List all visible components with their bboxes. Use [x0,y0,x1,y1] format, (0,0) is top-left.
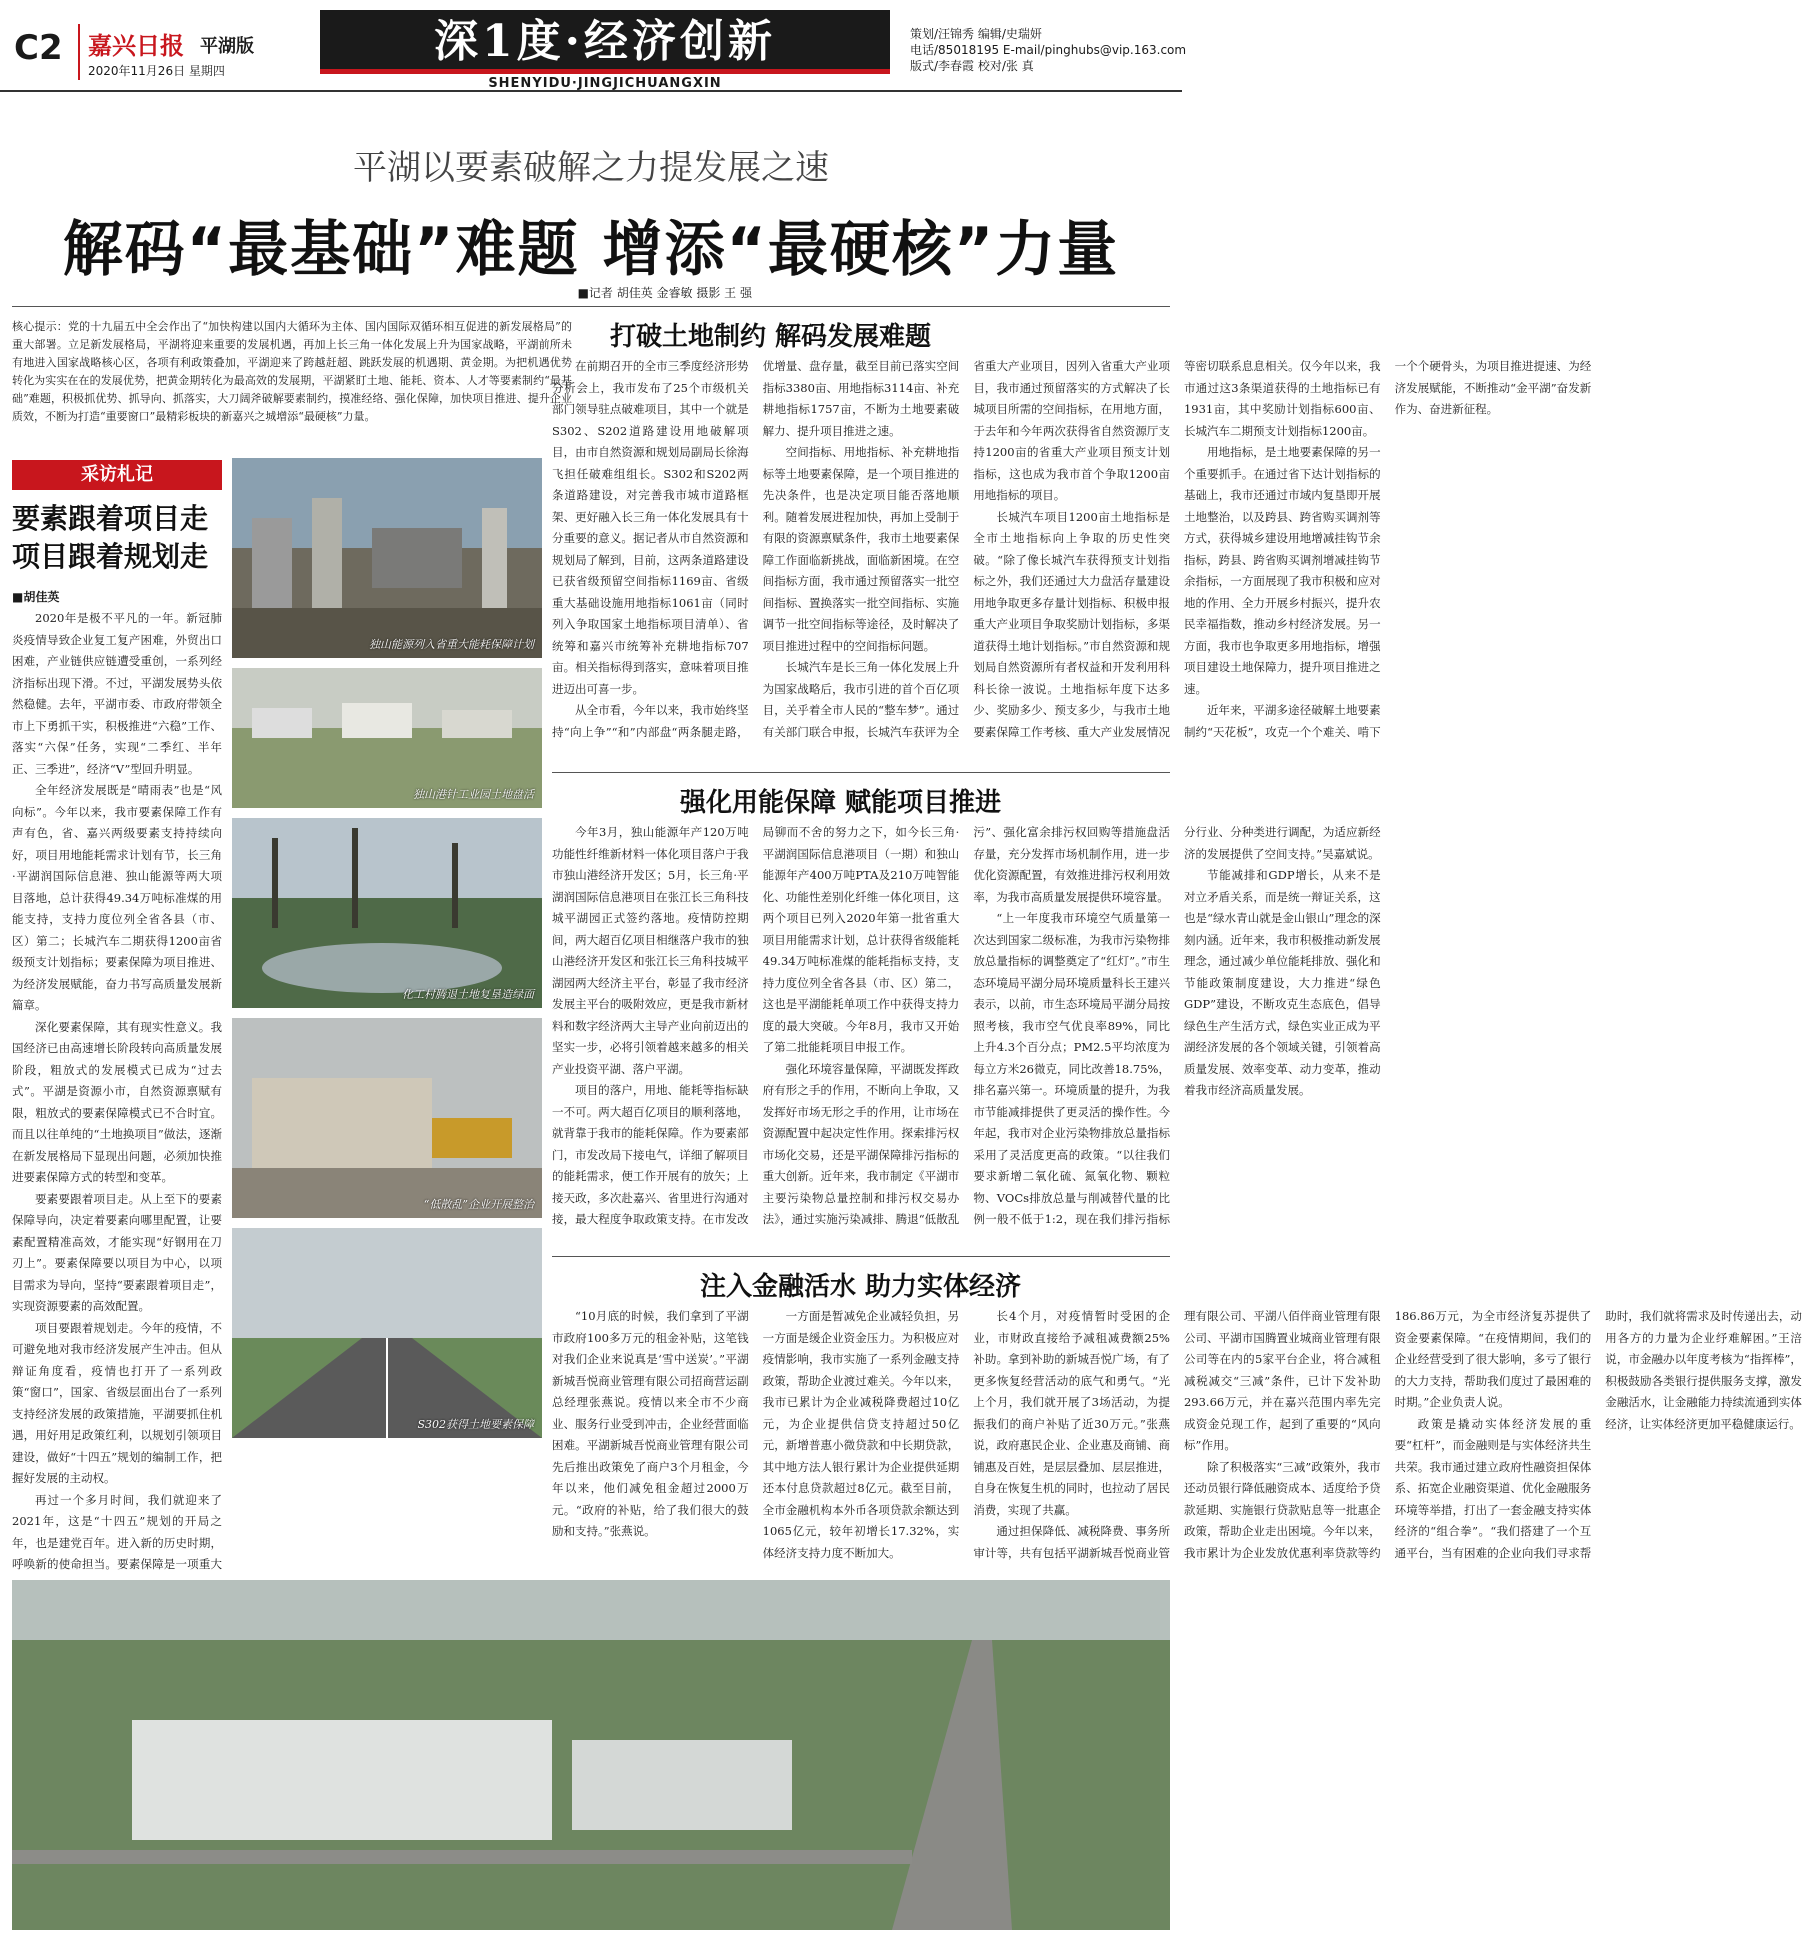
photo-caption: 化工村腾退土地复垦造绿面 [402,988,534,1001]
photo-village [232,668,542,808]
paragraph: 一方面是暂减免企业减轻负担，另一方面是缓企业资金压力。为积极应对疫情影响，我市实施了一系列金融支持政策，帮助企业渡过难关。今年以来，我市已累计为企业减税降费超过10亿元，为企业提供信贷支持超过50亿元，新增普惠小微贷款和中长期贷款，其中地方法人银行累计为企业提供延期还本付息贷款超过8亿元。截至目前，全市金融机构本外币各项贷款余额达到1065亿元，较年初增长17.32%，实体经济支持力度不断加大。 [762,1309,960,1560]
paragraph: 政策是撬动实体经济发展的重要“杠杆”，而金融则是与实体经济共生共荣。我市通过建立政府性融资担保体系、拓宽企业融资渠道、优化金融服务环境等举措，打出了一套金融支持实体经济的“组合拳”。“我们搭建了一个互通平台，当有困难的企业向我们寻求帮助时，我们就将需求及时传递出去，动用各方的力量为企业纾难解困。”王涪说，市金融办以年度考核为“指挥棒”，积极鼓励各类银行提供服务支撑，激发金融活水，让金融能力持续流通到实体经济，让实体经济更加平稳健康运行。 [1394,1309,1802,1560]
photo-aerial-industrial-park [12,1580,1170,1930]
photo-caption: 独山能源列入省重大能耗保障计划 [369,638,534,651]
paragraph: 从全市看，今年以来，我市始终坚持“向上争”“和”内部盘“两条腿走路，优增量、盘存量，截至目前已落实空间指标3380亩、用地指标3114亩、补充耕地指标1757亩，不断为土地要素破解力、提升项目推进之速。 [552,359,960,739]
headline: 解码“最基础”难题 增添“最硬核”力量 [62,215,1120,285]
credit-line: 版式/李春霞 校对/张 真 [910,59,1034,73]
masthead-divider [78,24,80,80]
photo-pond [232,818,542,1008]
section-body [552,356,1592,756]
section-banner [320,10,890,74]
paragraph: 要素要跟着项目走。从上至下的要素保障导向，决定着要素向哪里配置，让要素配置精准高效，才能实现“好钢用在刀刃上”。要素保障要以项目为中心，以项目需求为导向，坚持“要素跟着项目走”，实现资源要素的高效配置。 [12,1191,222,1313]
paragraph: “上一年度我市环境空气质量第一次达到国家二级标准，为我市污染物排放总量指标的调整奠定了“红灯”。”市生态环境局平湖分局环境质量科长王建兴表示，以前，市生态环境局平湖分局按照考核，我市空气优良率89%，同比上升4.3个百分点；PM2.5平均浓度为每立方米26微克，同比改善18.75%，排名嘉兴第一。环境质量的提升，为我市节能减排提供了更灵活的操作性。今年起，我市对企业污染物排放总量指标采用了灵活度更高的政策。“以往我们要求新增二氧化硫、氮氧化物、颗粒物、VOCs排放总量与削减替代量的比例一般不低于1:2，现在我们排污指标分行业、分种类进行调配，为适应新经济的发展提供了空间支持。”吴嘉斌说。 [973,825,1381,1226]
column-author: ■胡佳英 [12,590,60,604]
paragraph: 长4个月，对疫情暂时受困的企业，市财政直接给予减租减费额25%补助。拿到补助的新城吾悦广场，有了更多恢复经营活动的底气和勇气。“光上个月，我们就开展了3场活动，为提振我们的商户补贴了近30万元。”张燕说，政府惠民企业、企业惠及商铺、商铺惠及百姓，是层层叠加、层层推进，自身在恢复生机的同时，也拉动了居民消费，实现了共赢。 [973,1309,1170,1517]
photo-caption: “低散乱”企业开展整治 [423,1198,534,1211]
column-tag: 采访札记 [12,460,222,490]
core-summary: 核心提示：党的十九届五中全会作出了“加快构建以国内大循环为主体、国内国际双循环相互促进的新发展格局”的重大部署。立足新发展格局，平湖将迎来重要的发展机遇，再加上长三角一体化发展上升为国家战略，平湖前所未有地进入国家战略核心区，各项有利政策叠加，平湖迎来了跨越赶超、跳跃发展的机遇期、黄金期。为把机遇优势转化为实实在在的发展优势，把黄金期转化为最高效的发展期，平湖紧盯土地、能耗、资本、人才等要素制约“最基础”难题，积极抓优势、抓导向、抓落实，大刀阔斧破解要素制约，摸准经络、强化保障，加快项目推进、提升企业质效，不断为打造“重要窗口”最精彩板块的新嘉兴之城增添“最硬核”力量。 [12,320,572,423]
paper-logo: 嘉兴日报 [88,31,184,60]
credits [910,26,1187,74]
paragraph: 节能减排和GDP增长，从来不是对立矛盾关系，而是统一辩证关系，这也是“绿水青山就是金山银山”理念的深刻内涵。近年来，我市积极推动新发展理念，通过减少单位能耗排放、强化和节能政策制度建设，大力推进“绿色GDP”建设，不断攻克生态底色，倡导绿色生产生活方式，绿色实业正成为平湖经济发展的各个领域关键，引领着高质量发展、效率变革、动力变革，推动着我市经济高质量发展。 [1183,868,1381,1097]
paragraph: 除了积极落实“三减”政策外，我市还动员银行降低融资成本、适度给予贷款延期、实施银行贷款贴息等一批惠企政策，帮助企业走出困境。今年以来，我市累计为企业发放优惠利率贷款等约186.86万元，为全市经济复苏提供了资金要素保障。“在疫情期间，我们的企业经营受到了很大影响，多亏了银行的大力支持，帮助我们度过了最困难的时期。”企业负责人说。 [1183,1309,1592,1560]
byline: ■记者 胡佳英 金睿敏 摄影 王 强 [577,286,752,300]
divider [552,772,1170,773]
section-title: 注入金融活水 助力实体经济 [700,1272,1022,1302]
section-body [552,822,1381,1242]
photo-factory [232,458,542,658]
section-banner-title: 深1度·经济创新 [434,16,776,67]
paragraph: 项目的落户，用地、能耗等指标缺一不可。两大超百亿项目的顺利落地，就背靠于我市的能耗保障。作为要素部门，市发改局下接电气，详细了解项目的能耗需求，便工作开展有的放矢；上接天政，多次赴嘉兴、省里进行沟通对接，最大程度争取政策支持。在市发改局铆而不舍的努力之下，如今长三角·平湖润国际信息港项目（一期）和独山能源年产400万吨PTA及210万吨智能化、功能性差别化纤维一体化项目，这两个项目已列入2020年第一批省重大项目用能需求计划，总计获得省级能耗49.34万吨标准煤的能耗指标支持，支持力度位列全省各县（市、区）第二，这也是平湖能耗单项工作中获得支持力度的最大突破。今年8月，我市又开始了第二批能耗项目申报工作。 [552,825,960,1226]
masthead [0,0,1187,92]
column-title: 要素跟着项目走 项目跟着规划走 [12,502,209,573]
paragraph: 通过担保降低、减税降费、事务所审计等，共有包括平湖新城吾悦商业管理有限公司、平湖八佰伴商业管理有限公司、平湖市国腾置业城商业管理有限公司等在内的5家平台企业，将合减租减税减交“三减”条件，已计下发补助293.66万元，并在嘉兴范围内率先完成资金兑现工作，起到了重要的“风向标”作用。 [973,1309,1381,1560]
section-title: 强化用能保障 赋能项目推进 [680,788,1002,818]
paragraph: 深化要素保障，其有现实性意义。我国经济已由高速增长阶段转向高质量发展阶段，粗放式的发展模式已成为“过去式”。平湖是资源小市，自然资源禀赋有限，粗放式的要素保障模式已不合时宜。而且以往单纯的“土地换项目”做法，逐渐在新发展格局下显现出问题，必须加快推进要素保障方式的转型和变革。 [12,1019,222,1184]
paragraph: “10月底的时候，我们拿到了平湖市政府100多万元的租金补贴，这笔钱对我们企业来说真是‘雪中送炭’。”平湖新城吾悦商业管理有限公司招商营运副总经理张燕说。疫情以来全市不少商业、服务行业受到冲击，企业经营面临困难。平湖新城吾悦商业管理有限公司先后推出政策免了商户3个月租金，今年以来，他们减免租金超过2000万元。“政府的补贴，给了我们很大的鼓励和支持。”张燕说。 [552,1309,749,1538]
issue-date: 2020年11月26日 星期四 [88,64,225,78]
paragraph: 2020年是极不平凡的一年。新冠肺炎疫情导致企业复工复产困难，外贸出口困难，产业链供应链遭受重创，一系列经济指标出现下滑。不过，平湖发展势头依然稳健。去年，平湖市委、市政府带领全市上下勇抓干实，积极推进“六稳”工作、落实“六保”任务，实现“二季红、半年正、三季进”，经济“V”型回升明显。 [12,611,222,776]
photo-road [232,1228,542,1438]
paragraph: 全年经济发展既是“晴雨表”也是“风向标”。今年以来，我市要素保障工作有声有色，省、嘉兴两级要素支持持续向好，项目用地能耗需求计划有节，长三角·平湖润国际信息港、独山能源等两大项目落地，总计获得49.34万吨标准煤的用能支持，支持力度位列全省各县（市、区）第二；长城汽车二期获得1200亩省级预支计划指标；要素保障为项目推进、为经济发展赋能，奋力书写高质量发展新篇章。 [12,783,222,1012]
edition-name: 平湖版 [200,36,254,57]
paragraph: 今年3月，独山能源年产120万吨功能性纤维新材料一体化项目落户于我市独山港经济开发区；5月，长三角·平湖润国际信息港项目在张江长三角科技城平湖园正式签约落地。疫情防控期间，两大超百亿项目相继落户我市的独山港经济开发区和张江长三角科技城平湖园两大经济主平台，彰显了我市经济发展主平台的吸附效应，更是我市新材料和数字经济两大主导产业向前迈出的坚实一步，必将引领着越来越多的相关产业投资平湖、落户平湖。 [552,825,749,1076]
credit-line: 电话/85018195 E-mail/pinghubs@vip.163.com [910,43,1187,57]
credit-line: 策划/汪锦秀 编辑/史瑞妍 [910,27,1042,41]
section-title: 打破土地制约 解码发展难题 [610,322,932,352]
paragraph: 近年来，平湖多途径破解土地要素制约“天花板”，攻克一个个难关、啃下一个个硬骨头，为项目推进提速、为经济发展赋能，不断推动“金平湖”奋发新作为、奋进新征程。 [1183,359,1592,739]
paragraph: 在前期召开的全市三季度经济形势分析会上，我市发布了25个市级机关部门领导驻点破难项目，其中一个就是S302、S202道路建设用地破解项目，由市自然资源和规划局副局长徐海飞担任破难组组长。S302和S202两条道路建设，对完善我市城市道路框架、更好融入长三角一体化发展具有十分重要的意义。据记者从市自然资源和规划局了解到，目前，这两条道路建设已获省级预留空间指标1169亩、省级重大基础设施用地指标1061亩（同时列入争取国家土地指标项目清单）、省统筹和嘉兴市统筹补充耕地指标707亩。相关指标得到落实，意味着项目推进迈出可喜一步。 [552,359,749,696]
paragraph: 空间指标、用地指标、补充耕地指标等土地要素保障，是一个项目推进的先决条件，也是决定项目能否落地顺利。随着发展进程加快，再加上受制于有限的资源禀赋条件，我市土地要素保障工作面临新挑战，面临新困境。在空间指标方面，我市通过预留落实一批空间指标、置换落实一批空间指标、实施调节一批空间指标等途径，及时解决了项目推进过程中的空间指标问题。 [762,445,960,653]
section-body [552,1306,1802,1572]
paragraph: 用地指标，是土地要素保障的另一个重要抓手。在通过省下达计划指标的基础上，我市还通过市域内复垦即开展土地整治，以及跨县、跨省购买调剂等方式，获得城乡建设用地增减挂钩节余指标，跨县、跨省购买调剂增减挂钩节余指标，一方面展现了我市积极和应对地的作用、全力开展乡村振兴，提升农民幸福指数，推动乡村经济发展。另一方面，我市也争取更多用地指标，增强项目建设土地保障力，提升项目推进之速。 [1183,445,1381,696]
subheadline: 平湖以要素破解之力提发展之速 [353,148,829,188]
photo-caption: 独山港针工业园土地盘活 [413,788,534,801]
photo-caption: S302获得土地要素保障 [417,1418,534,1431]
paragraph: 长城汽车项目1200亩土地指标是全市土地指标向上争取的历史性突破。“除了像长城汽车获得预支计划指标之外，我们还通过大力盘活存量建设用地争取更多存量计划指标、积极申报重大产业项目争取奖励计划指标，多渠道获得土地计划指标。”市自然资源和规划局自然资源所有者权益和开发利用科科长徐一波说。土地指标年度下达多少、奖励多少、预支多少，与我市土地要素保障工作考核、重大产业发展情况等密切联系息息相关。仅今年以来，我市通过这3条渠道获得的土地指标已有1931亩，其中奖励计划指标600亩、长城汽车二期预支计划指标1200亩。 [973,359,1381,739]
page-number: C2 [14,28,63,68]
paragraph: 长城汽车是长三角一体化发展上升为国家战略后，我市引进的首个百亿项目，关乎着全市人民的“整车梦”。通过有关部门联合申报，长城汽车获评为全省重大产业项目，因列入省重大产业项目，我市通过预留落实的方式解决了长城项目所需的空间指标，在用地方面，于去年和今年两次获得省自然资源厅支持1200亩的省重大产业项目预支计划指标，这也成为我市首个争取1200亩用地指标的项目。 [762,359,1170,739]
section-pinyin: SHENYIDU·JINGJICHUANGXIN [488,76,722,91]
divider [552,1256,1170,1257]
paragraph: 强化环境容量保障，平湖既发挥政府有形之手的作用，不断向上争取，又发挥好市场无形之手的作用，让市场在资源配置中起决定性作用。探索排污权市场化交易，还是平湖保障排污指标的重大创新。近年来，我市制定《平湖市主要污染物总量控制和排污权交易办法》，通过实施污染减排、腾退“低散乱污”、强化富余排污权回购等措施盘活存量，充分发挥市场机制作用，进一步优化资源配置，有效推进排污权利用效率，为我市高质量发展提供环境容量。 [762,825,1170,1226]
paragraph: 项目要跟着规划走。今年的疫情，不可避免地对我市经济发展产生冲击。但从辩证角度看，疫情也打开了一系列政策“窗口”，国家、省级层面出台了一系列支持经济发展的政策措施，平湖要抓住机遇，用好用足政策红利，以规划引领项目建设，做好“十四五”规划的编制工作，把握好发展的主动权。 [12,1320,222,1485]
paragraph: 再过一个多月时间，我们就迎来了2021年，这是“十四五”规划的开局之年，也是建党百年。进入新的历史时期，呼唤新的使命担当。要素保障是一项重大 [12,1492,222,1571]
divider [12,306,1170,307]
photo-demolition [232,1018,542,1218]
